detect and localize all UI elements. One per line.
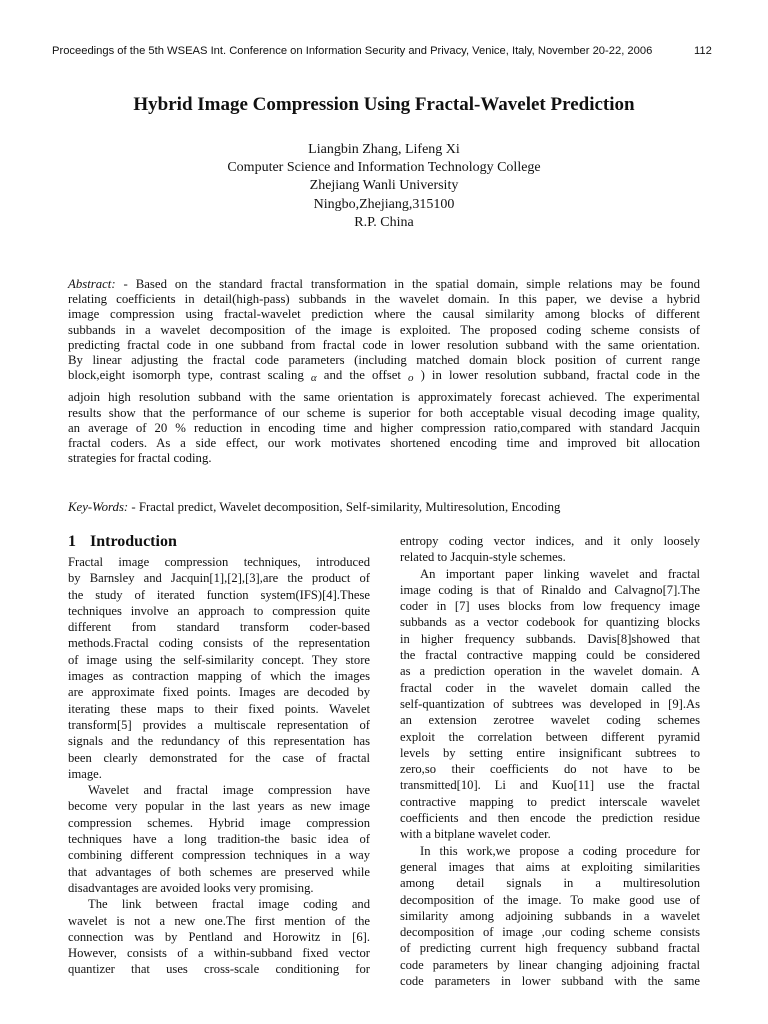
abstract-text: and the offset xyxy=(316,368,409,383)
keywords-label: Key-Words: xyxy=(68,500,129,514)
abstract-line: relating coefficients in detail(high-pass) subbands in the wavelet domain. In this paper, we devise a hybrid xyxy=(68,292,700,307)
abstract-text: block,eight isomorph type, contrast scaling xyxy=(68,368,311,383)
author-department: Computer Science and Information Technology College xyxy=(227,160,541,176)
body-line: that advantages of both schemes are preserved while xyxy=(68,864,370,879)
body-line: image. xyxy=(68,766,102,781)
body-line: An important paper linking wavelet and fractal xyxy=(420,566,700,581)
body-line: quantizer that uses cross-scale conditioning for xyxy=(68,962,370,977)
body-line: iterating these maps to their fixed points. Wavelet xyxy=(68,701,370,716)
abstract-text: - Based on the standard fractal transformation in the spatial domain, simple relations may be found xyxy=(115,277,700,291)
abstract-line: subbands in a wavelet decomposition of the image is exploited. The proposed coding scheme consists of xyxy=(68,322,700,337)
body-line: zero,so their coefficients do not have to be xyxy=(400,762,700,777)
body-line: code parameters by linear changing adjoining fractal xyxy=(400,957,700,972)
abstract xyxy=(68,277,700,466)
abstract-line: an average of 20 % reduction in encoding time and higher compression ratio,compared with standard Jacquin xyxy=(68,420,700,435)
body-line: different from standard transform coder-based xyxy=(68,620,370,635)
body-line: Fractal image compression techniques, introduced xyxy=(68,555,370,569)
body-line: methods.Fractal coding consists of the representation xyxy=(68,636,370,651)
conference-info: Proceedings of the 5th WSEAS Int. Conference on Information Security and Privacy, Venice, Italy, November 20-22, 2006 xyxy=(52,45,653,57)
body-line: However, consists of a within-subband fixed vector xyxy=(68,946,370,961)
body-line: levels by setting entire insignificant subtrees to xyxy=(400,745,700,760)
body-line: coder in [7] uses blocks from low frequency image xyxy=(400,599,700,614)
body-line: transmitted[10]. Li and Kuo[11] use the fractal xyxy=(400,778,700,793)
body-line: Wavelet and fractal image compression have xyxy=(88,783,370,798)
body-line: subbands as a vector codebook for quantizing blocks xyxy=(400,615,700,630)
body-line: code parameters in lower subband with the same xyxy=(400,974,700,989)
body-line: The link between fractal image coding and xyxy=(88,897,370,912)
body-line: self-quantization of subtrees was developed in [9].As xyxy=(400,696,700,711)
body-line: become very popular in the last years as new image xyxy=(68,799,370,814)
left-column xyxy=(68,554,370,978)
body-line: transform[5] provides a multiscale representation of xyxy=(68,717,370,732)
abstract-text: ) in lower resolution subband, fractal code in the xyxy=(413,368,700,383)
author-block xyxy=(0,141,768,232)
body-line: fractal coder in the wavelet domain called the xyxy=(400,680,700,695)
body-line: in higher frequency subbands. Davis[8]showed that xyxy=(400,631,700,646)
body-line: signals and the redundancy of this representation has xyxy=(68,734,370,749)
author-names: Liangbin Zhang, Lifeng Xi xyxy=(308,142,460,157)
abstract-label: Abstract: xyxy=(68,277,116,291)
abstract-line: By linear adjusting the fractal code parameters (including matched domain block position of current range xyxy=(68,353,700,368)
body-line: similarity among adjoining subbands in a wavelet xyxy=(400,908,700,923)
alpha-symbol: α xyxy=(310,372,317,385)
body-line: related to Jacquin-style schemes. xyxy=(400,550,566,565)
body-line: an extension zerotree wavelet coding schemes xyxy=(400,713,700,728)
body-line: of image using the self-similarity concept. They store xyxy=(68,652,370,667)
body-line: connection was by Pentland and Horowitz in [6]. xyxy=(68,929,370,944)
body-line: among detail signals in a multiresolution xyxy=(400,876,700,891)
body-line: In this work,we propose a coding procedure for xyxy=(420,843,700,858)
body-line: wavelet is not a new one.The first mention of the xyxy=(68,913,370,928)
body-line: with a bitplane wavelet coder. xyxy=(400,827,551,842)
body-line: techniques have a long tradition-the basic idea of xyxy=(68,832,370,847)
section-number: 1 xyxy=(68,533,76,550)
body-line: entropy coding vector indices, and it only loosely xyxy=(400,534,700,548)
body-line: exploit the correlation between different pyramid xyxy=(400,729,700,744)
body-line: as a prediction operation in the wavelet domain. A xyxy=(400,664,700,679)
body-line: coefficients and then encode the prediction residue xyxy=(400,811,700,826)
abstract-line: results show that the performance of our scheme is superior for both acceptable visual decoding image quality, xyxy=(68,405,700,420)
abstract-line: predicting fractal code in one subband from fractal code in lower resolution subband with the same orientation. xyxy=(68,337,700,352)
offset-symbol: o xyxy=(408,372,414,385)
abstract-line: fractal coders. As a side effect, our work motivates shortened encoding time and improved bit allocation xyxy=(68,436,700,451)
running-header xyxy=(0,45,768,61)
abstract-line: adjoin high resolution subband with the same orientation is approximately forecast achieved. The experimental xyxy=(68,390,700,405)
keywords xyxy=(68,500,700,515)
abstract-line: strategies for fractal coding. xyxy=(68,451,212,466)
body-line: general images that aims at exploiting similarities xyxy=(400,859,700,874)
body-line: of predicting current high frequency subband fractal xyxy=(400,941,700,956)
author-city: Ningbo,Zhejiang,315100 xyxy=(313,196,455,212)
author-country: R.P. China xyxy=(354,214,414,230)
body-line: decomposition of image ,our coding scheme consists xyxy=(400,925,700,940)
body-line: contractive mapping to predict interscale wavelet xyxy=(400,794,700,809)
body-line: the study of iterated function system(IFS)[4].These xyxy=(68,587,370,602)
body-line: compression schemes. Hybrid image compression xyxy=(68,815,370,830)
page-number: 112 xyxy=(694,45,712,57)
abstract-line: image compression using fractal-wavelet prediction where the causal similarity among blocks of different xyxy=(68,307,700,322)
body-line: techniques involve an approach to compression quite xyxy=(68,603,370,618)
section-title: Introduction xyxy=(90,533,177,550)
body-line: been clearly demonstrated for the case of fractal xyxy=(68,750,370,765)
body-line: decomposition of the image. To make good use of xyxy=(400,892,700,907)
body-line: the fractal contractive mapping could be considered xyxy=(400,648,700,663)
keywords-text: - Fractal predict, Wavelet decomposition, Self-similarity, Multiresolution, Encoding xyxy=(128,500,561,514)
body-line: by Barnsley and Jacquin[1],[2],[3],are the product of xyxy=(68,571,370,586)
abstract-line-symbols xyxy=(68,368,700,384)
body-line: disadvantages are avoided looks very promising. xyxy=(68,880,314,895)
body-line: image coding is that of Rinaldo and Calvagno[7].The xyxy=(400,582,700,597)
author-university: Zhejiang Wanli University xyxy=(309,178,459,194)
paper-title: Hybrid Image Compression Using Fractal-Wavelet Prediction xyxy=(133,94,635,115)
body-line: images as contraction mapping of which the images xyxy=(68,669,370,684)
body-line: combining different compression techniques in a way xyxy=(68,848,370,863)
section-heading xyxy=(68,533,177,551)
body-line: are approximate fixed points. Images are decoded by xyxy=(68,685,370,700)
right-column xyxy=(400,533,700,989)
abstract-line xyxy=(68,277,700,292)
